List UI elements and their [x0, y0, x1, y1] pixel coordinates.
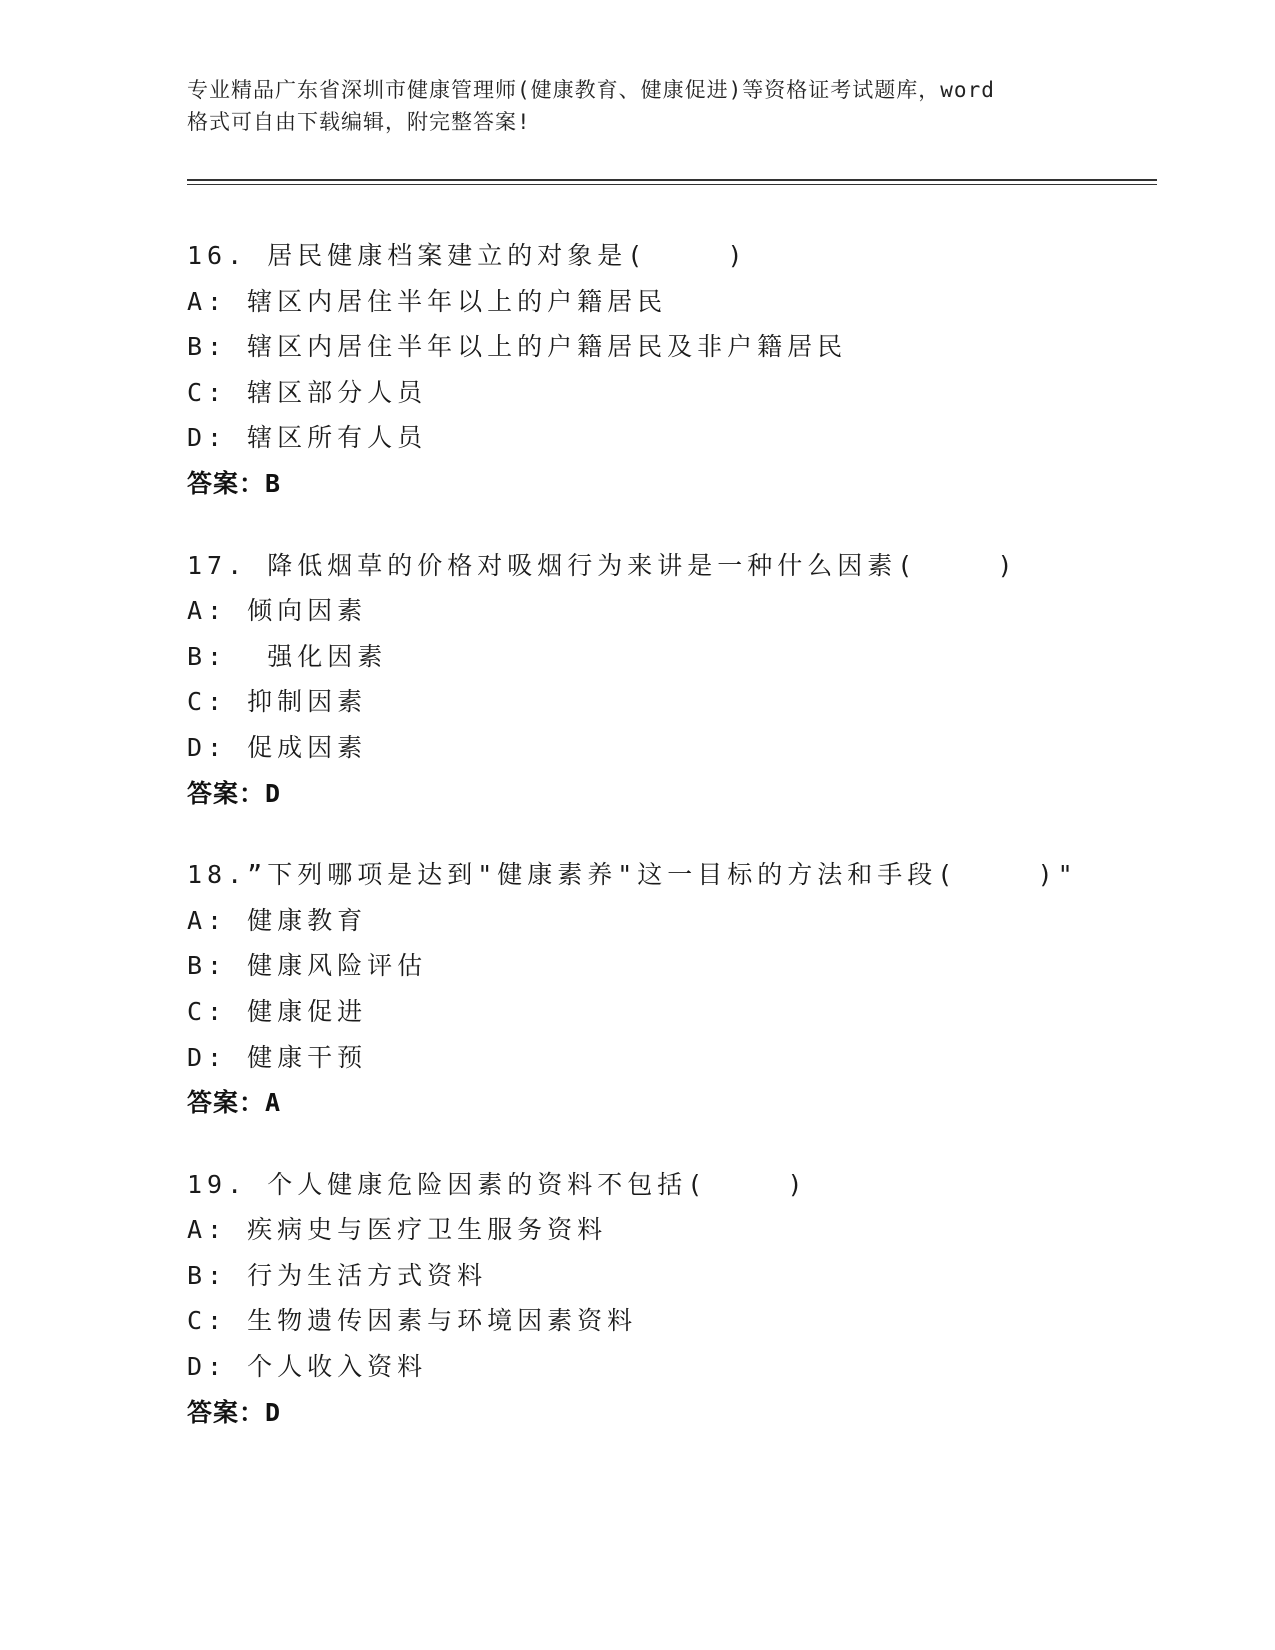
- question-stem: 18.”下列哪项是达到"健康素养"这一目标的方法和手段( )": [187, 860, 1078, 890]
- option-b: B: 健康风险评估: [187, 951, 428, 981]
- answer: 答案：D: [187, 1397, 282, 1427]
- option-c: C: 健康促进: [187, 996, 368, 1026]
- option-c: C: 辖区部分人员: [187, 377, 428, 407]
- header-divider-top: [187, 179, 1157, 181]
- document-header: [187, 74, 1087, 138]
- header-line-1: 专业精品广东省深圳市健康管理师(健康教育、健康促进)等资格证考试题库，word: [187, 78, 995, 102]
- option-a: A: 健康教育: [187, 905, 368, 935]
- answer: 答案：B: [187, 468, 282, 498]
- option-d: D: 促成因素: [187, 732, 368, 762]
- option-a: A: 倾向因素: [187, 596, 368, 626]
- header-divider-bottom: [187, 184, 1157, 185]
- option-b: B: 行为生活方式资料: [187, 1260, 488, 1290]
- option-d: D: 辖区所有人员: [187, 423, 428, 453]
- answer: 答案：A: [187, 1088, 282, 1118]
- answer: 答案：D: [187, 778, 282, 808]
- option-d: D: 健康干预: [187, 1042, 368, 1072]
- question-list: [187, 233, 1147, 1471]
- header-line-2: 格式可自由下载编辑，附完整答案!: [187, 110, 531, 134]
- option-d: D: 个人收入资料: [187, 1352, 428, 1382]
- option-a: A: 辖区内居住半年以上的户籍居民: [187, 286, 668, 316]
- question-stem: 16. 居民健康档案建立的对象是( ): [187, 241, 748, 270]
- option-c: C: 抑制因素: [187, 687, 368, 717]
- option-a: A: 疾病史与医疗卫生服务资料: [187, 1215, 608, 1245]
- option-c: C: 生物遗传因素与环境因素资料: [187, 1306, 638, 1336]
- option-b: B: 辖区内居住半年以上的户籍居民及非户籍居民: [187, 332, 848, 362]
- question-16: [187, 233, 1147, 507]
- question-stem: 19. 个人健康危险因素的资料不包括( ): [187, 1169, 808, 1199]
- question-18: [187, 852, 1147, 1126]
- question-17: [187, 543, 1147, 817]
- question-19: [187, 1162, 1147, 1436]
- option-b: B: 强化因素: [187, 641, 388, 671]
- question-stem: 17. 降低烟草的价格对吸烟行为来讲是一种什么因素( ): [187, 550, 1018, 580]
